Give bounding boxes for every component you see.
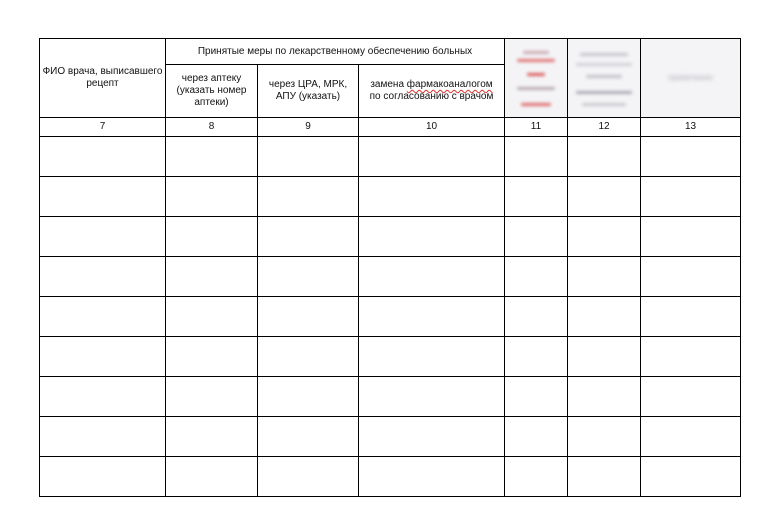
table-cell[interactable]	[568, 297, 641, 337]
table-cell[interactable]	[568, 137, 641, 177]
table-row	[40, 177, 741, 217]
table-cell[interactable]	[641, 217, 741, 257]
table-cell[interactable]	[505, 377, 568, 417]
table-cell[interactable]	[166, 257, 258, 297]
header-doctor-name: ФИО врача, выписавшего рецепт	[40, 39, 166, 118]
table-cell[interactable]	[258, 177, 359, 217]
table-cell[interactable]	[359, 417, 505, 457]
table-cell[interactable]	[258, 337, 359, 377]
table-cell[interactable]	[359, 337, 505, 377]
table-cell[interactable]	[359, 257, 505, 297]
table-cell[interactable]	[166, 417, 258, 457]
table-cell[interactable]	[359, 297, 505, 337]
table-cell[interactable]	[166, 137, 258, 177]
drug-supply-table	[39, 38, 741, 497]
table-cell[interactable]	[166, 337, 258, 377]
table-cell[interactable]	[505, 337, 568, 377]
table-cell[interactable]	[40, 377, 166, 417]
table-cell[interactable]	[40, 457, 166, 497]
table-cell[interactable]	[505, 177, 568, 217]
redacted-content	[509, 43, 563, 113]
table-cell[interactable]	[258, 217, 359, 257]
table-cell[interactable]	[505, 257, 568, 297]
table-cell[interactable]	[505, 217, 568, 257]
redacted-content	[572, 43, 636, 113]
table-cell[interactable]	[568, 257, 641, 297]
table-cell[interactable]	[641, 417, 741, 457]
table-cell[interactable]	[166, 457, 258, 497]
table-cell[interactable]	[568, 177, 641, 217]
table-cell[interactable]	[568, 377, 641, 417]
table-cell[interactable]	[359, 177, 505, 217]
table-row	[40, 257, 741, 297]
replacement-word: фармакоаналогом	[406, 79, 493, 90]
column-number: 9	[258, 118, 359, 137]
table-cell[interactable]	[40, 417, 166, 457]
redacted-text: примечание	[668, 73, 713, 82]
table-row	[40, 377, 741, 417]
table-cell[interactable]	[641, 337, 741, 377]
table-cell[interactable]	[258, 417, 359, 457]
table-cell[interactable]	[258, 297, 359, 337]
header-col13-redacted	[641, 39, 741, 118]
table-cell[interactable]	[258, 137, 359, 177]
table-cell[interactable]	[505, 457, 568, 497]
table-cell[interactable]	[166, 177, 258, 217]
table-row	[40, 217, 741, 257]
table-cell[interactable]	[258, 457, 359, 497]
table-cell[interactable]	[641, 257, 741, 297]
table-cell[interactable]	[359, 377, 505, 417]
table-row	[40, 137, 741, 177]
table-cell[interactable]	[166, 297, 258, 337]
header-via-pharmacy: через аптеку (указать номер аптеки)	[166, 65, 258, 118]
table-cell[interactable]	[641, 377, 741, 417]
table-cell[interactable]	[359, 137, 505, 177]
table-row	[40, 417, 741, 457]
table-row	[40, 457, 741, 497]
table-cell[interactable]	[568, 217, 641, 257]
table-cell[interactable]	[641, 177, 741, 217]
column-number: 11	[505, 118, 568, 137]
replacement-prefix: замена	[370, 79, 405, 90]
table-cell[interactable]	[40, 257, 166, 297]
column-number: 13	[641, 118, 741, 137]
table-cell[interactable]	[359, 217, 505, 257]
table-cell[interactable]	[641, 297, 741, 337]
table-cell[interactable]	[258, 257, 359, 297]
table-row	[40, 297, 741, 337]
table-cell[interactable]	[568, 417, 641, 457]
column-number: 7	[40, 118, 166, 137]
table-cell[interactable]	[641, 137, 741, 177]
header-analog-replacement	[359, 65, 505, 118]
table-cell[interactable]	[505, 137, 568, 177]
header-measures-group: Принятые меры по лекарственному обеспечению больных	[166, 39, 505, 65]
table-cell[interactable]	[166, 377, 258, 417]
table-cell[interactable]	[568, 457, 641, 497]
table-cell[interactable]	[40, 177, 166, 217]
header-col11-redacted	[505, 39, 568, 118]
replacement-suffix: по согласованию с врачом	[369, 91, 494, 102]
table-cell[interactable]	[505, 297, 568, 337]
table-cell[interactable]	[40, 217, 166, 257]
table-cell[interactable]	[505, 417, 568, 457]
table-cell[interactable]	[641, 457, 741, 497]
table-cell[interactable]	[40, 137, 166, 177]
table-cell[interactable]	[258, 377, 359, 417]
column-number: 10	[359, 118, 505, 137]
table-row	[40, 337, 741, 377]
table-cell[interactable]	[40, 297, 166, 337]
table-cell[interactable]	[40, 337, 166, 377]
column-number: 12	[568, 118, 641, 137]
header-col12-redacted	[568, 39, 641, 118]
table-cell[interactable]	[359, 457, 505, 497]
table-cell[interactable]	[568, 337, 641, 377]
header-via-cra: через ЦРА, МРК, АПУ (указать)	[258, 65, 359, 118]
column-number: 8	[166, 118, 258, 137]
table-cell[interactable]	[166, 217, 258, 257]
